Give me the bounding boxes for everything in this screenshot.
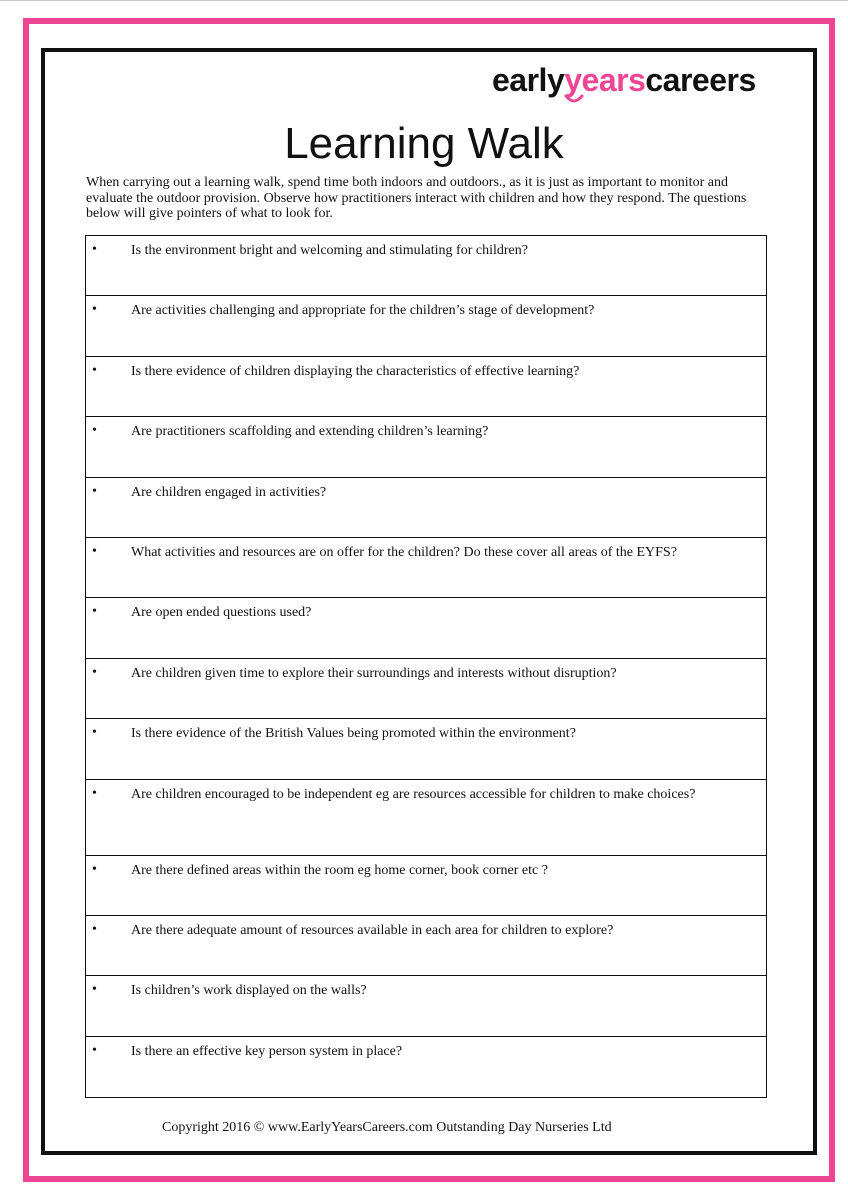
top-rule bbox=[0, 0, 848, 1]
page-title: Learning Walk bbox=[284, 119, 564, 168]
question-row bbox=[86, 538, 766, 598]
question-row bbox=[86, 296, 766, 356]
bullet-icon: • bbox=[92, 543, 97, 559]
question-row bbox=[86, 719, 766, 779]
question-table bbox=[85, 235, 767, 1098]
question-row bbox=[86, 236, 766, 296]
question-text: Are there adequate amount of resources available in each area for children to explore? bbox=[131, 922, 614, 938]
question-text: Are practitioners scaffolding and extending children’s learning? bbox=[131, 424, 489, 440]
question-row bbox=[86, 916, 766, 976]
bullet-icon: • bbox=[92, 982, 97, 998]
question-text: Is the environment bright and welcoming and stimulating for children? bbox=[131, 243, 528, 258]
bullet-icon: • bbox=[92, 423, 97, 439]
bullet-icon: • bbox=[92, 302, 97, 318]
question-text: Is children’s work displayed on the walls? bbox=[131, 983, 367, 999]
question-text: Are children given time to explore their surroundings and interests without disruption? bbox=[131, 665, 617, 681]
bullet-icon: • bbox=[92, 1042, 97, 1058]
question-text: Are children encouraged to be independent eg are resources accessible for children to make choices? bbox=[131, 786, 696, 802]
question-row bbox=[86, 598, 766, 658]
question-row bbox=[86, 478, 766, 538]
question-row bbox=[86, 659, 766, 719]
bullet-icon: • bbox=[92, 242, 97, 257]
logo-text-early: early bbox=[492, 62, 565, 98]
copyright-footer: Copyright 2016 © www.EarlyYearsCareers.com Outstanding Day Nurseries Ltd bbox=[162, 1120, 612, 1135]
question-row bbox=[86, 856, 766, 916]
question-text: Is there evidence of children displaying the characteristics of effective learning? bbox=[131, 363, 580, 379]
question-text: What activities and resources are on offer for the children? Do these cover all areas of the EYFS? bbox=[131, 544, 677, 560]
bullet-icon: • bbox=[92, 861, 97, 877]
logo-text-years: years bbox=[564, 62, 646, 98]
intro-paragraph: When carrying out a learning walk, spend time both indoors and outdoors., as it is just as important to monitor and evaluate the outdoor provision. Observe how practitioners interact with children and how they respond. The questions below will give pointers of what to look for. bbox=[86, 175, 747, 221]
question-text: Are open ended questions used? bbox=[131, 605, 312, 621]
question-text: Are there defined areas within the room eg home corner, book corner etc ? bbox=[131, 862, 548, 878]
question-text: Are activities challenging and appropriate for the children’s stage of development? bbox=[131, 303, 595, 319]
early-years-careers-logo bbox=[492, 56, 756, 104]
bullet-icon: • bbox=[92, 785, 97, 801]
logo-text-careers: careers bbox=[645, 62, 756, 98]
bullet-icon: • bbox=[92, 362, 97, 378]
question-row bbox=[86, 780, 766, 856]
bullet-icon: • bbox=[92, 604, 97, 620]
question-row bbox=[86, 357, 766, 417]
question-row bbox=[86, 976, 766, 1036]
question-text: Is there evidence of the British Values being promoted within the environment? bbox=[131, 726, 576, 742]
bullet-icon: • bbox=[92, 921, 97, 937]
question-text: Are children engaged in activities? bbox=[131, 484, 327, 500]
question-row bbox=[86, 1037, 766, 1097]
smile-icon bbox=[564, 94, 584, 104]
question-text: Is there an effective key person system in place? bbox=[131, 1043, 403, 1059]
bullet-icon: • bbox=[92, 725, 97, 741]
question-row bbox=[86, 417, 766, 477]
bullet-icon: • bbox=[92, 664, 97, 680]
bullet-icon: • bbox=[92, 483, 97, 499]
